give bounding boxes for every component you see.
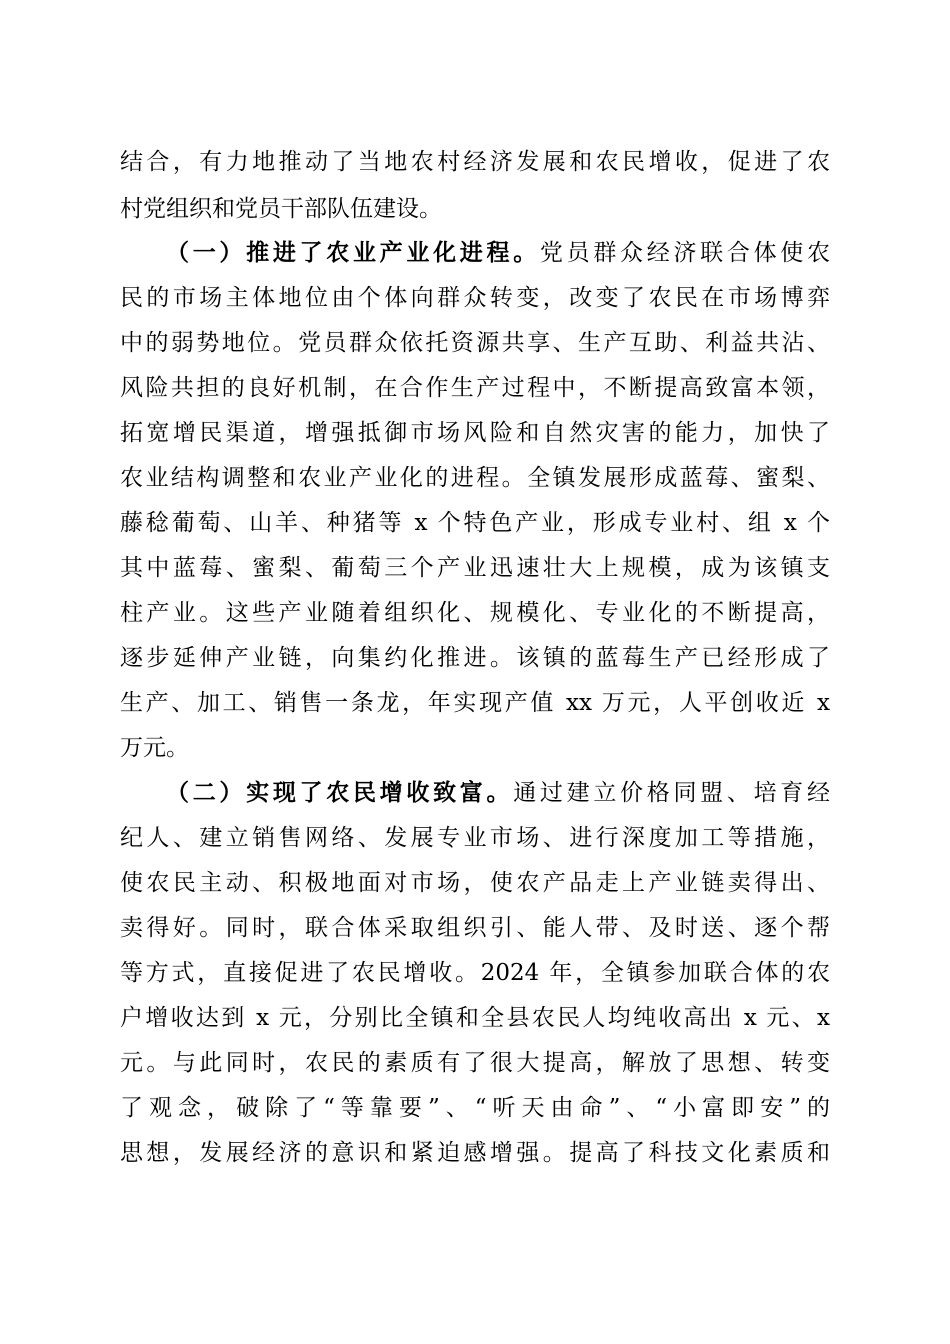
text-line: 藤稔葡萄、山羊、种猪等 x 个特色产业，形成专业村、组 x 个 [120, 510, 830, 536]
text-line: 户增收达到 x 元，分别比全镇和全县农民人均纯收高出 x 元、x [120, 1005, 830, 1031]
text-line: 生产、加工、销售一条龙，年实现产值 xx 万元，人平创收近 x [120, 690, 830, 716]
text-line: 使农民主动、积极地面对市场，使农产品走上产业链卖得出、 [120, 870, 830, 896]
text-line: 纪人、建立销售网络、发展专业市场、进行深度加工等措施， [120, 825, 830, 851]
text-line: 中的弱势地位。党员群众依托资源共享、生产互助、利益共沾、 [120, 330, 830, 356]
text-line: 卖得好。同时，联合体采取组织引、能人带、及时送、逐个帮 [120, 915, 830, 941]
text-line: 万元。 [120, 735, 189, 761]
text-line: 农业结构调整和农业产业化的进程。全镇发展形成蓝莓、蜜梨、 [120, 465, 830, 491]
paragraph-first-line [166, 238, 830, 268]
text-line: 等方式，直接促进了农民增收。2024 年，全镇参加联合体的农 [120, 960, 830, 986]
text-line: 思想，发展经济的意识和紧迫感增强。提高了科技文化素质和 [120, 1140, 830, 1166]
section-heading: （二）实现了农民增收致富。 [166, 779, 514, 806]
text-line: 逐步延伸产业链，向集约化推进。该镇的蓝莓生产已经形成了 [120, 645, 830, 671]
text-line: 了观念，破除了“等靠要”、“听天由命”、“小富即安”的 [120, 1095, 830, 1121]
text-line: 党员群众经济联合体使农 [539, 240, 831, 266]
paragraph-first-line [166, 778, 830, 808]
text-line: 村党组织和党员干部队伍建设。 [120, 196, 442, 222]
section-heading: （一）推进了农业产业化进程。 [166, 239, 540, 266]
text-line: 元。与此同时，农民的素质有了很大提高，解放了思想、转变 [120, 1050, 830, 1076]
text-line: 结合，有力地推动了当地农村经济发展和农民增收，促进了农 [120, 149, 830, 175]
text-line: 通过建立价格同盟、培育经 [513, 780, 831, 806]
text-line: 拓宽增民渠道，增强抵御市场风险和自然灾害的能力，加快了 [120, 420, 830, 446]
text-line: 风险共担的良好机制，在合作生产过程中，不断提高致富本领， [120, 375, 830, 401]
text-line: 民的市场主体地位由个体向群众转变，改变了农民在市场博弈 [120, 285, 830, 311]
text-line: 柱产业。这些产业随着组织化、规模化、专业化的不断提高， [120, 600, 830, 626]
text-line: 其中蓝莓、蜜梨、葡萄三个产业迅速壮大上规模，成为该镇支 [120, 555, 830, 581]
